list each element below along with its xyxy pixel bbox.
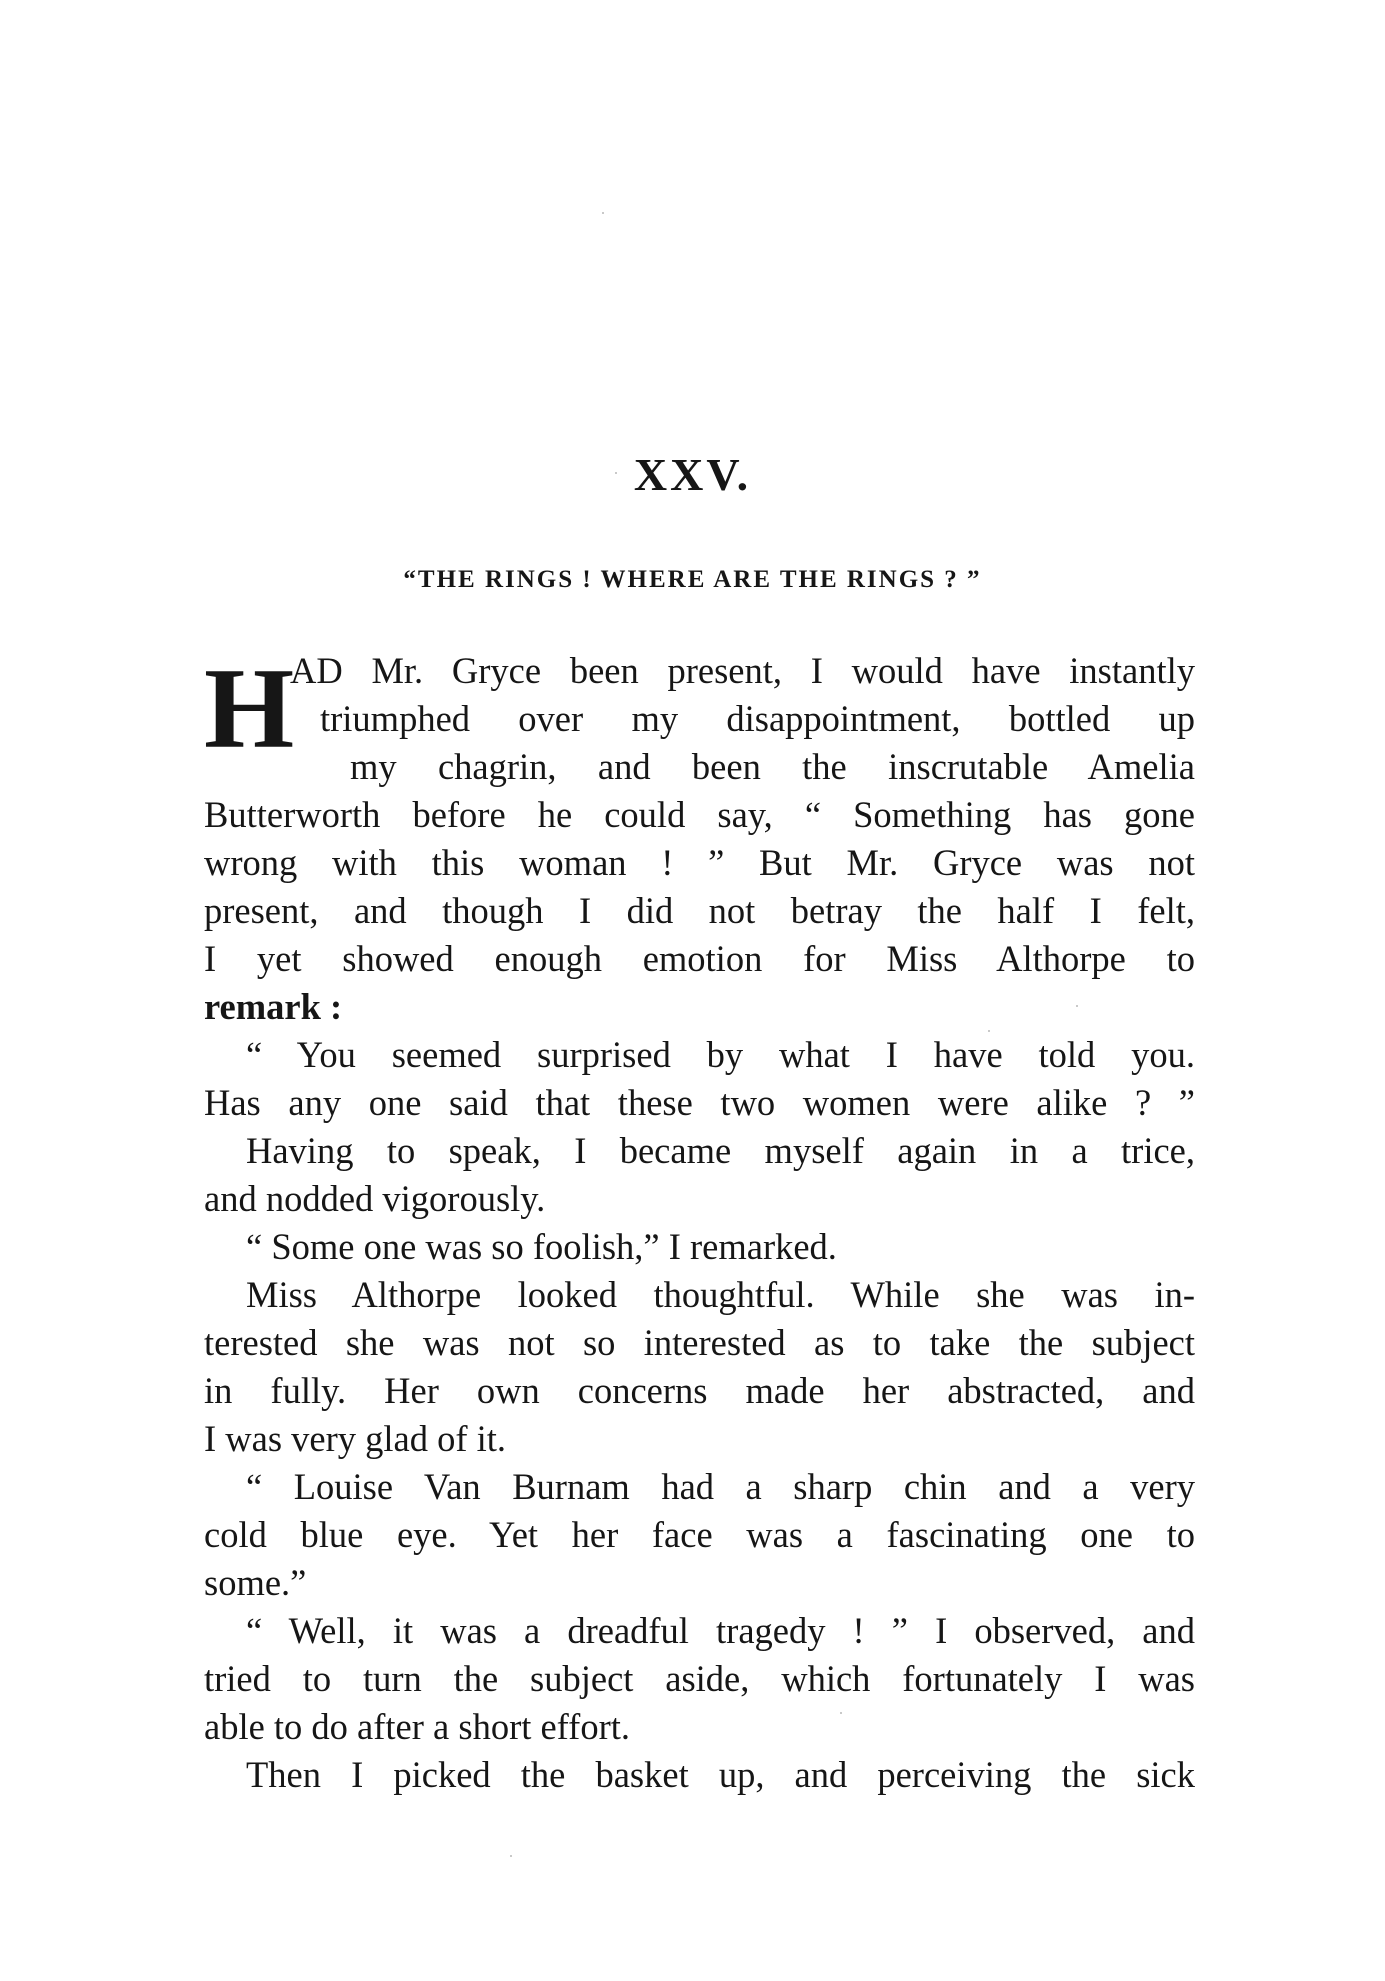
scan-speck: [510, 1855, 512, 1857]
text-line: Having to speak, I became myself again in a trice,: [246, 1130, 1195, 1171]
drop-cap: H: [204, 645, 295, 773]
text-line: Miss Althorpe looked thoughtful. While she was in-: [246, 1274, 1195, 1315]
scan-speck: [615, 472, 617, 474]
chapter-title: “THE RINGS ! WHERE ARE THE RINGS ? ”: [403, 566, 982, 593]
text-line: I yet showed enough emotion for Miss Althorpe to: [204, 938, 1195, 979]
text-line: Butterworth before he could say, “ Something has gone: [204, 794, 1195, 835]
text-line: Has any one said that these two women were alike ? ”: [204, 1082, 1195, 1123]
text-line: my chagrin, and been the inscrutable Amelia: [350, 746, 1195, 787]
text-line: Then I picked the basket up, and perceiving the sick: [246, 1754, 1195, 1795]
text-line: terested she was not so interested as to take the subject: [204, 1322, 1195, 1363]
text-line: tried to turn the subject aside, which fortunately I was: [204, 1658, 1195, 1699]
text-line: “ Some one was so foolish,” I remarked.: [246, 1226, 837, 1267]
text-line: triumphed over my disappointment, bottled up: [320, 698, 1195, 739]
scan-speck: [988, 1030, 990, 1032]
text-line: in fully. Her own concerns made her abstracted, and: [204, 1370, 1195, 1411]
text-line: “ You seemed surprised by what I have told you.: [246, 1034, 1195, 1075]
scan-speck: [602, 212, 604, 214]
text-line: remark :: [204, 986, 343, 1027]
text-line: some.”: [204, 1562, 307, 1603]
text-line: AD Mr. Gryce been present, I would have instantly: [290, 650, 1195, 691]
scan-speck: [1076, 1005, 1078, 1007]
text-line: wrong with this woman ! ” But Mr. Gryce was not: [204, 842, 1195, 883]
text-line: cold blue eye. Yet her face was a fascinating one to: [204, 1514, 1195, 1555]
text-line: present, and though I did not betray the half I felt,: [204, 890, 1195, 931]
text-line: “ Louise Van Burnam had a sharp chin and a very: [246, 1466, 1195, 1507]
scan-speck: [840, 1712, 842, 1714]
text-line: able to do after a short effort.: [204, 1706, 631, 1747]
chapter-number: XXV.: [633, 449, 752, 500]
text-line: I was very glad of it.: [204, 1418, 507, 1459]
text-line: “ Well, it was a dreadful tragedy ! ” I observed, and: [246, 1610, 1195, 1651]
text-line: and nodded vigorously.: [204, 1178, 546, 1219]
